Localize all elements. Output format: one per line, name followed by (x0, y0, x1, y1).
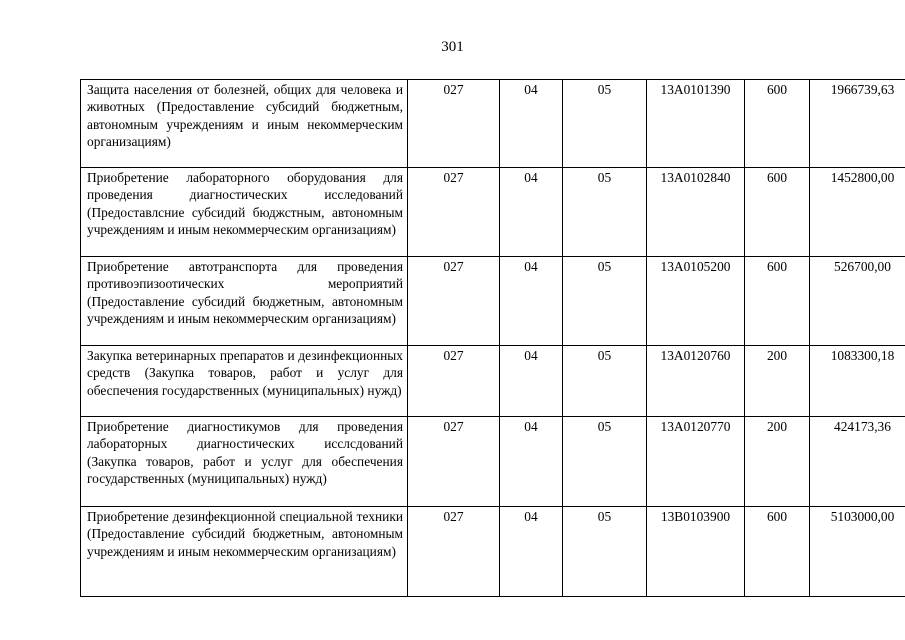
expense-type-code: 600 (745, 507, 810, 597)
expense-type-code: 200 (745, 417, 810, 507)
target-article-code: 13А0120760 (647, 346, 745, 417)
section-code: 04 (500, 80, 563, 168)
target-article-code: 13А0102840 (647, 168, 745, 257)
subsection-code: 05 (563, 168, 647, 257)
ministry-code: 027 (408, 257, 500, 346)
amount: 1452800,00 (810, 168, 905, 257)
expense-type-code: 600 (745, 168, 810, 257)
ministry-code: 027 (408, 80, 500, 168)
target-article-code: 13В0103900 (647, 507, 745, 597)
section-code: 04 (500, 507, 563, 597)
amount: 424173,36 (810, 417, 905, 507)
subsection-code: 05 (563, 257, 647, 346)
table-row (81, 346, 905, 417)
subsection-code: 05 (563, 80, 647, 168)
subsection-code: 05 (563, 346, 647, 417)
table-row (81, 417, 905, 507)
ministry-code: 027 (408, 417, 500, 507)
expense-type-code: 200 (745, 346, 810, 417)
section-code: 04 (500, 417, 563, 507)
row-name: Защита населения от болезней, общих для человека и животных (Предоставление субсидий бюджетным, автономным учреждениям и иным некоммерческим организациям) (81, 80, 408, 168)
section-code: 04 (500, 168, 563, 257)
page-number: 301 (441, 39, 464, 55)
row-name: Приобретение дезинфекционной специальной техники (Предоставление субсидий бюджетным, автономным учреждениям и иным некоммерческим организациям) (81, 507, 408, 597)
row-name: Приобретение автотранспорта для проведения противоэпизоотических мероприятий (Предоставление субсидий бюджетным, автономным учреждениям и иным некоммерческим организациям) (81, 257, 408, 346)
subsection-code: 05 (563, 417, 647, 507)
amount: 1966739,63 (810, 80, 905, 168)
ministry-code: 027 (408, 346, 500, 417)
target-article-code: 13А0101390 (647, 80, 745, 168)
target-article-code: 13А0105200 (647, 257, 745, 346)
subsection-code: 05 (563, 507, 647, 597)
table-row (81, 80, 905, 168)
table-row (81, 507, 905, 597)
amount: 1083300,18 (810, 346, 905, 417)
ministry-code: 027 (408, 507, 500, 597)
row-name: Приобретение диагностикумов для проведения лабораторных диагностических исслсдований (Закупка товаров, работ и услуг для обеспечения государственных (муниципальных) нужд) (81, 417, 408, 507)
expense-type-code: 600 (745, 257, 810, 346)
section-code: 04 (500, 346, 563, 417)
amount: 526700,00 (810, 257, 905, 346)
row-name: Приобретение лабораторного оборудования для проведения диагностических исследований (Предоставлсние субсидий бюджстным, автономным учреждениям и иным некоммерческим организациям) (81, 168, 408, 257)
budget-table (80, 79, 905, 597)
table-row (81, 168, 905, 257)
row-name: Закупка ветеринарных препаратов и дезинфекционных средств (Закупка товаров, работ и услуг для обеспечения государственных (муниципальных) нужд) (81, 346, 408, 417)
target-article-code: 13А0120770 (647, 417, 745, 507)
amount: 5103000,00 (810, 507, 905, 597)
table-row (81, 257, 905, 346)
section-code: 04 (500, 257, 563, 346)
expense-type-code: 600 (745, 80, 810, 168)
ministry-code: 027 (408, 168, 500, 257)
